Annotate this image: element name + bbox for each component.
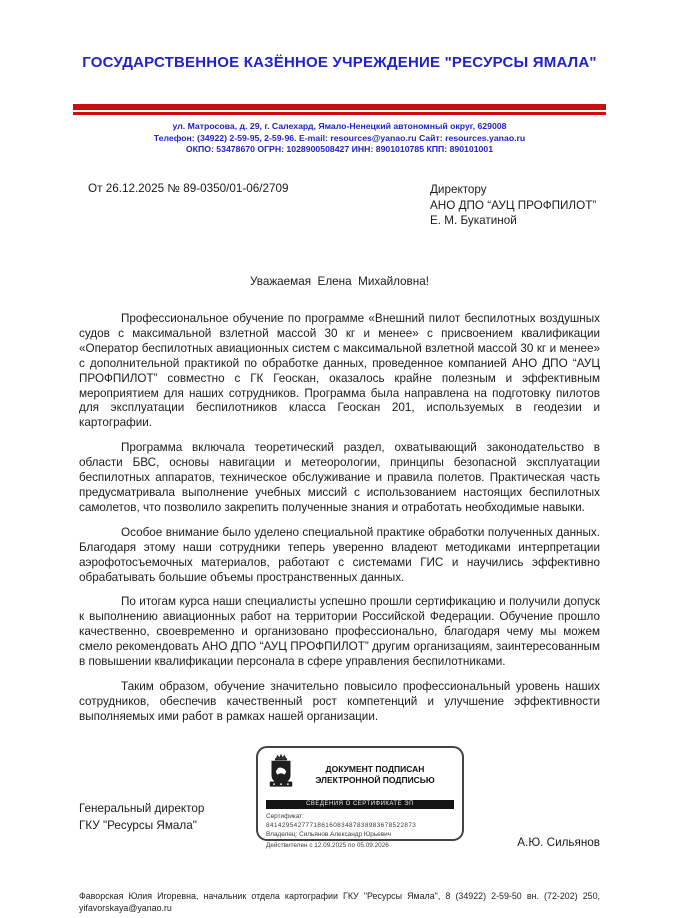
divider-thick-line	[73, 104, 606, 110]
yamal-coat-of-arms-icon	[266, 753, 296, 796]
header-divider	[73, 104, 606, 115]
signer-name: А.Ю. Сильянов	[517, 836, 600, 849]
certificate-info-bar: СВЕДЕНИЯ О СЕРТИФИКАТЕ ЭП	[266, 800, 454, 809]
phone-email-line: Телефон: (34922) 2-59-95, 2-59-96. E-mail: resources@yanao.ru Сайт: resources.yanao.ru	[153, 132, 526, 143]
certificate-number: 84142954277718616083487838983678522873	[266, 821, 417, 829]
signer-position-line2: ГКУ "Ресурсы Ямала"	[79, 818, 197, 832]
body-paragraph: Таким образом, обучение значительно повысило профессиональный уровень наших сотрудников, обеспечив качественный рост компетенций и улучшение эффективности выполняемых ими работ в рамках нашей организации.	[79, 679, 600, 723]
certificate-label: Сертификат:	[266, 813, 304, 820]
body-paragraph: По итогам курса наши специалисты успешно прошли сертификацию и получили допуск к выполнению авиационных работ на территории Российской Федерации. Обучение прошло качественно, своевременно и организовано профессионально, благодаря чему мы можем смело рекомендовать АНО ДПО “АУЦ ПРОФПИЛОТ” другим организациям, заинтересованным в повышении квалификации персонала в сфере управления беспилотниками.	[79, 595, 600, 669]
salutation: Уважаемая Елена Михайловна!	[250, 275, 429, 288]
divider-thin-line	[73, 112, 606, 115]
body-paragraph: Особое внимание было уделено специальной практике обработки полученных данных. Благодаря этому наши сотрудники теперь уверенно владеют методиками интерпретации аэрофотосъемочных материалов, работают с системами ГИС и научились эффективно обрабатывать большие объемы пространственных данных.	[79, 525, 600, 584]
body-paragraph: Профессиональное обучение по программе «Внешний пилот беспилотных воздушных судов с максимальной взлетной массой 30 кг и менее» с присвоением квалификации «Оператор беспилотных авиационных систем с максимальной взлетной массой 30 кг и менее» с дополнительной практикой по обработке данных, проведенное компанией АНО ДПО “АУЦ ПРОФПИЛОТ” совместно с ГК Геоскан, оказалось крайне полезным и эффективным мероприятием для наших сотрудников. Программа была направлена на подготовку пилотов для эксплуатации беспилотников класса Геоскан 201, используемых в геодезии и картографии.	[79, 312, 600, 430]
certificate-owner: Владелец: Сильянов Александр Юрьевич	[266, 830, 392, 838]
signer-position-block	[79, 801, 204, 834]
addressee-organization: АНО ДПО “АУЦ ПРОФПИЛОТ”	[430, 198, 597, 212]
addressee-position: Директору	[430, 183, 487, 196]
stamp-title-line1: ДОКУМЕНТ ПОДПИСАН	[325, 764, 425, 774]
registration-codes-line: ОКПО: 53478670 ОГРН: 1028900508427 ИНН: 8901010785 КПП: 890101001	[185, 144, 494, 154]
address-line: ул. Матросова, д. 29, г. Салехард, Ямало-Ненецкий автономный округ, 629008	[172, 121, 507, 131]
reference-number-line: От 26.12.2025 № 89-0350/01-06/2709	[88, 182, 289, 195]
letter-body	[79, 312, 600, 735]
certificate-validity: Действителен с 12.09.2025 по 05.09.2026	[266, 842, 389, 850]
executor-contact-line: Фаворская Юлия Игоревна, начальник отдела картографии ГКУ "Ресурсы Ямала", 8 (34922) 2-59-50 вн. (72-202) 250, yifavorskaya@yanao.ru	[79, 891, 600, 913]
addressee-block	[430, 182, 596, 229]
body-paragraph: Программа включала теоретический раздел, охватывающий законодательство в области БВС, основы навигации и метеорологии, принципы безопасной эксплуатации беспилотных аппаратов, техническое обслуживание и правила полетов. Практическая часть предусматривала выполнение учебных миссий с использованием настоящих беспилотных самолетов, что позволило закрепить полученные знания и отработать необходимые навыки.	[79, 441, 600, 514]
organization-title: ГОСУДАРСТВЕННОЕ КАЗЁННОЕ УЧРЕЖДЕНИЕ "РЕСУРСЫ ЯМАЛА"	[82, 54, 597, 71]
stamp-title-line2: ЭЛЕКТРОННОЙ ПОДПИСЬЮ	[315, 774, 435, 785]
contact-block	[73, 121, 606, 156]
electronic-signature-stamp	[256, 746, 464, 850]
stamp-title	[296, 764, 454, 785]
addressee-name: Е. М. Букатиной	[430, 214, 517, 227]
stamp-header	[266, 753, 454, 796]
signer-position-line1: Генеральный директор	[79, 802, 205, 815]
